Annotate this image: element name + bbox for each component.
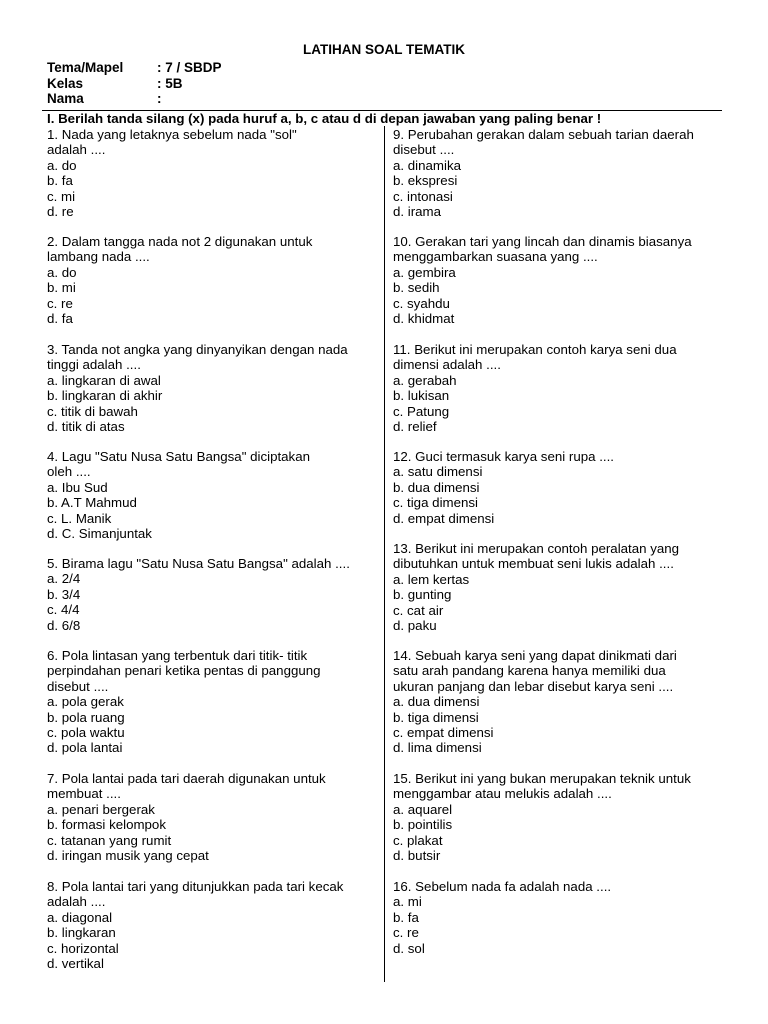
question-item (393, 879, 723, 956)
question-text: disebut .... (393, 142, 455, 158)
answer-option: b. formasi kelompok (47, 817, 166, 833)
answer-option: a. penari bergerak (47, 801, 155, 817)
question-text: 16. Sebelum nada fa adalah nada .... (393, 879, 612, 894)
answer-option: b. gunting (393, 587, 452, 603)
answer-option: c. plakat (393, 832, 443, 848)
info-row-kelas (47, 76, 347, 92)
question-text: disebut .... (47, 678, 109, 694)
question-text: 1. Nada yang letaknya sebelum nada "sol" (47, 127, 297, 142)
answer-option: b. 3/4 (47, 586, 81, 602)
question-text: 13. Berikut ini merupakan contoh peralatan yang (393, 541, 680, 556)
question-text: membuat .... (47, 786, 121, 802)
question-item (393, 234, 723, 326)
question-item (47, 556, 379, 633)
question-item (47, 127, 379, 219)
answer-option: d. iringan musik yang cepat (47, 848, 209, 864)
question-text: 2. Dalam tangga nada not 2 digunakan untuk (47, 234, 313, 249)
question-text: adalah .... (47, 142, 106, 158)
question-text: menggambarkan suasana yang .... (393, 249, 598, 265)
question-text: menggambar atau melukis adalah .... (393, 786, 612, 802)
answer-option: a. aquarel (393, 801, 453, 817)
answer-option: b. ekspresi (393, 173, 458, 189)
answer-option: d. butsir (393, 848, 441, 864)
answer-option: c. titik di bawah (47, 403, 138, 419)
question-item (47, 771, 379, 863)
question-text: lambang nada .... (47, 249, 150, 265)
question-text: 4. Lagu "Satu Nusa Satu Bangsa" diciptakan (47, 449, 310, 464)
answer-option: a. diagonal (47, 909, 113, 925)
answer-option: a. satu dimensi (393, 464, 483, 480)
question-text: 9. Perubahan gerakan dalam sebuah tarian daerah (393, 127, 694, 142)
kelas-label: Kelas (47, 75, 84, 91)
answer-option: d. 6/8 (47, 617, 81, 633)
answer-option: c. re (393, 925, 419, 941)
column-divider (384, 126, 385, 982)
answer-option: c. L. Manik (47, 510, 112, 526)
answer-option: c. tiga dimensi (393, 495, 478, 511)
answer-option: b. fa (47, 173, 73, 189)
question-text: 6. Pola lintasan yang terbentuk dari titik- titik (47, 648, 308, 663)
question-text: 11. Berikut ini merupakan contoh karya seni dua (393, 342, 677, 357)
question-item (393, 127, 723, 219)
answer-option: a. lingkaran di awal (47, 372, 161, 388)
answer-option: b. lingkaran (47, 925, 116, 941)
answer-option: a. do (47, 157, 77, 173)
question-text: tinggi adalah .... (47, 357, 141, 373)
question-text: ukuran panjang dan lebar disebut karya seni .... (393, 678, 674, 694)
answer-option: c. tatanan yang rumit (47, 832, 172, 848)
question-text: 5. Birama lagu "Satu Nusa Satu Bangsa" adalah .... (47, 556, 350, 571)
answer-option: b. pola ruang (47, 709, 125, 725)
answer-option: a. gembira (393, 264, 456, 280)
answer-option: b. fa (393, 909, 419, 925)
student-info (47, 60, 347, 107)
question-item (393, 771, 723, 863)
question-text: 10. Gerakan tari yang lincah dan dinamis biasanya (393, 234, 692, 249)
page-title: LATIHAN SOAL TEMATIK (303, 42, 465, 57)
answer-option: d. lima dimensi (393, 740, 482, 756)
question-item (47, 648, 379, 756)
question-text: oleh .... (47, 464, 91, 480)
answer-option: a. gerabah (393, 372, 457, 388)
answer-option: a. Ibu Sud (47, 479, 108, 495)
answer-option: d. empat dimensi (393, 510, 495, 526)
answer-option: a. dua dimensi (393, 694, 480, 710)
answer-option: d. pola lantai (47, 740, 123, 756)
answer-option: d. C. Simanjuntak (47, 526, 152, 542)
answer-option: a. dinamika (393, 157, 461, 173)
answer-option: c. 4/4 (47, 602, 80, 618)
question-text: dimensi adalah .... (393, 357, 501, 373)
answer-option: b. tiga dimensi (393, 709, 479, 725)
question-text: 14. Sebuah karya seni yang dapat dinikmati dari (393, 648, 677, 663)
question-item (47, 879, 379, 971)
question-text: 7. Pola lantai pada tari daerah digunakan untuk (47, 771, 326, 786)
answer-option: a. do (47, 264, 77, 280)
question-item (393, 449, 723, 526)
answer-option: c. mi (47, 188, 76, 204)
answer-option: b. pointilis (393, 817, 453, 833)
answer-option: d. khidmat (393, 311, 455, 327)
instruction: I. Berilah tanda silang (x) pada huruf a, b, c atau d di depan jawaban yang paling benar ! (47, 111, 602, 126)
question-text: adalah .... (47, 894, 106, 910)
answer-option: c. horizontal (47, 940, 119, 956)
answer-option: d. titik di atas (47, 419, 125, 435)
answer-option: c. pola waktu (47, 725, 125, 741)
question-item (393, 648, 723, 756)
answer-option: b. lingkaran di akhir (47, 388, 163, 404)
info-row-nama (47, 91, 347, 107)
question-text: 3. Tanda not angka yang dinyanyikan dengan nada (47, 342, 348, 357)
question-text: satu arah pandang karena hanya memiliki dua (393, 663, 666, 679)
answer-option: d. irama (393, 204, 442, 220)
answer-option: d. fa (47, 311, 73, 327)
answer-option: b. mi (47, 280, 76, 296)
answer-option: d. paku (393, 618, 437, 634)
answer-option: a. lem kertas (393, 571, 470, 587)
answer-option: d. vertikal (47, 956, 104, 972)
answer-option: d. relief (393, 419, 437, 435)
question-text: 8. Pola lantai tari yang ditunjukkan pada tari kecak (47, 879, 344, 894)
answer-option: b. A.T Mahmud (47, 495, 137, 511)
question-item (393, 541, 723, 633)
answer-option: b. dua dimensi (393, 479, 480, 495)
answer-option: c. syahdu (393, 295, 450, 311)
nama-value: : (157, 91, 162, 106)
answer-option: b. lukisan (393, 388, 450, 404)
answer-option: a. pola gerak (47, 694, 124, 710)
question-text: 12. Guci termasuk karya seni rupa .... (393, 449, 614, 464)
answer-option: a. mi (393, 894, 422, 910)
answer-option: c. cat air (393, 602, 444, 618)
question-text: perpindahan penari ketika pentas di panggung (47, 663, 321, 679)
nama-label: Nama (47, 91, 84, 106)
answer-option: c. intonasi (393, 188, 453, 204)
question-item (47, 449, 379, 541)
answer-option: c. Patung (393, 403, 450, 419)
question-text: 15. Berikut ini yang bukan merupakan teknik untuk (393, 771, 691, 786)
question-item (393, 342, 723, 434)
answer-option: d. re (47, 204, 74, 220)
question-text: dibutuhkan untuk membuat seni lukis adalah .... (393, 556, 674, 572)
tema-value: : 7 / SBDP (157, 60, 222, 75)
answer-option: c. re (47, 295, 73, 311)
kelas-value: : 5B (157, 75, 183, 91)
answer-option: a. 2/4 (47, 571, 81, 587)
question-item (47, 342, 379, 434)
info-row-tema (47, 60, 347, 76)
tema-label: Tema/Mapel (47, 60, 124, 75)
answer-option: b. sedih (393, 280, 440, 296)
answer-option: c. empat dimensi (393, 725, 494, 741)
answer-option: d. sol (393, 940, 425, 956)
question-item (47, 234, 379, 326)
